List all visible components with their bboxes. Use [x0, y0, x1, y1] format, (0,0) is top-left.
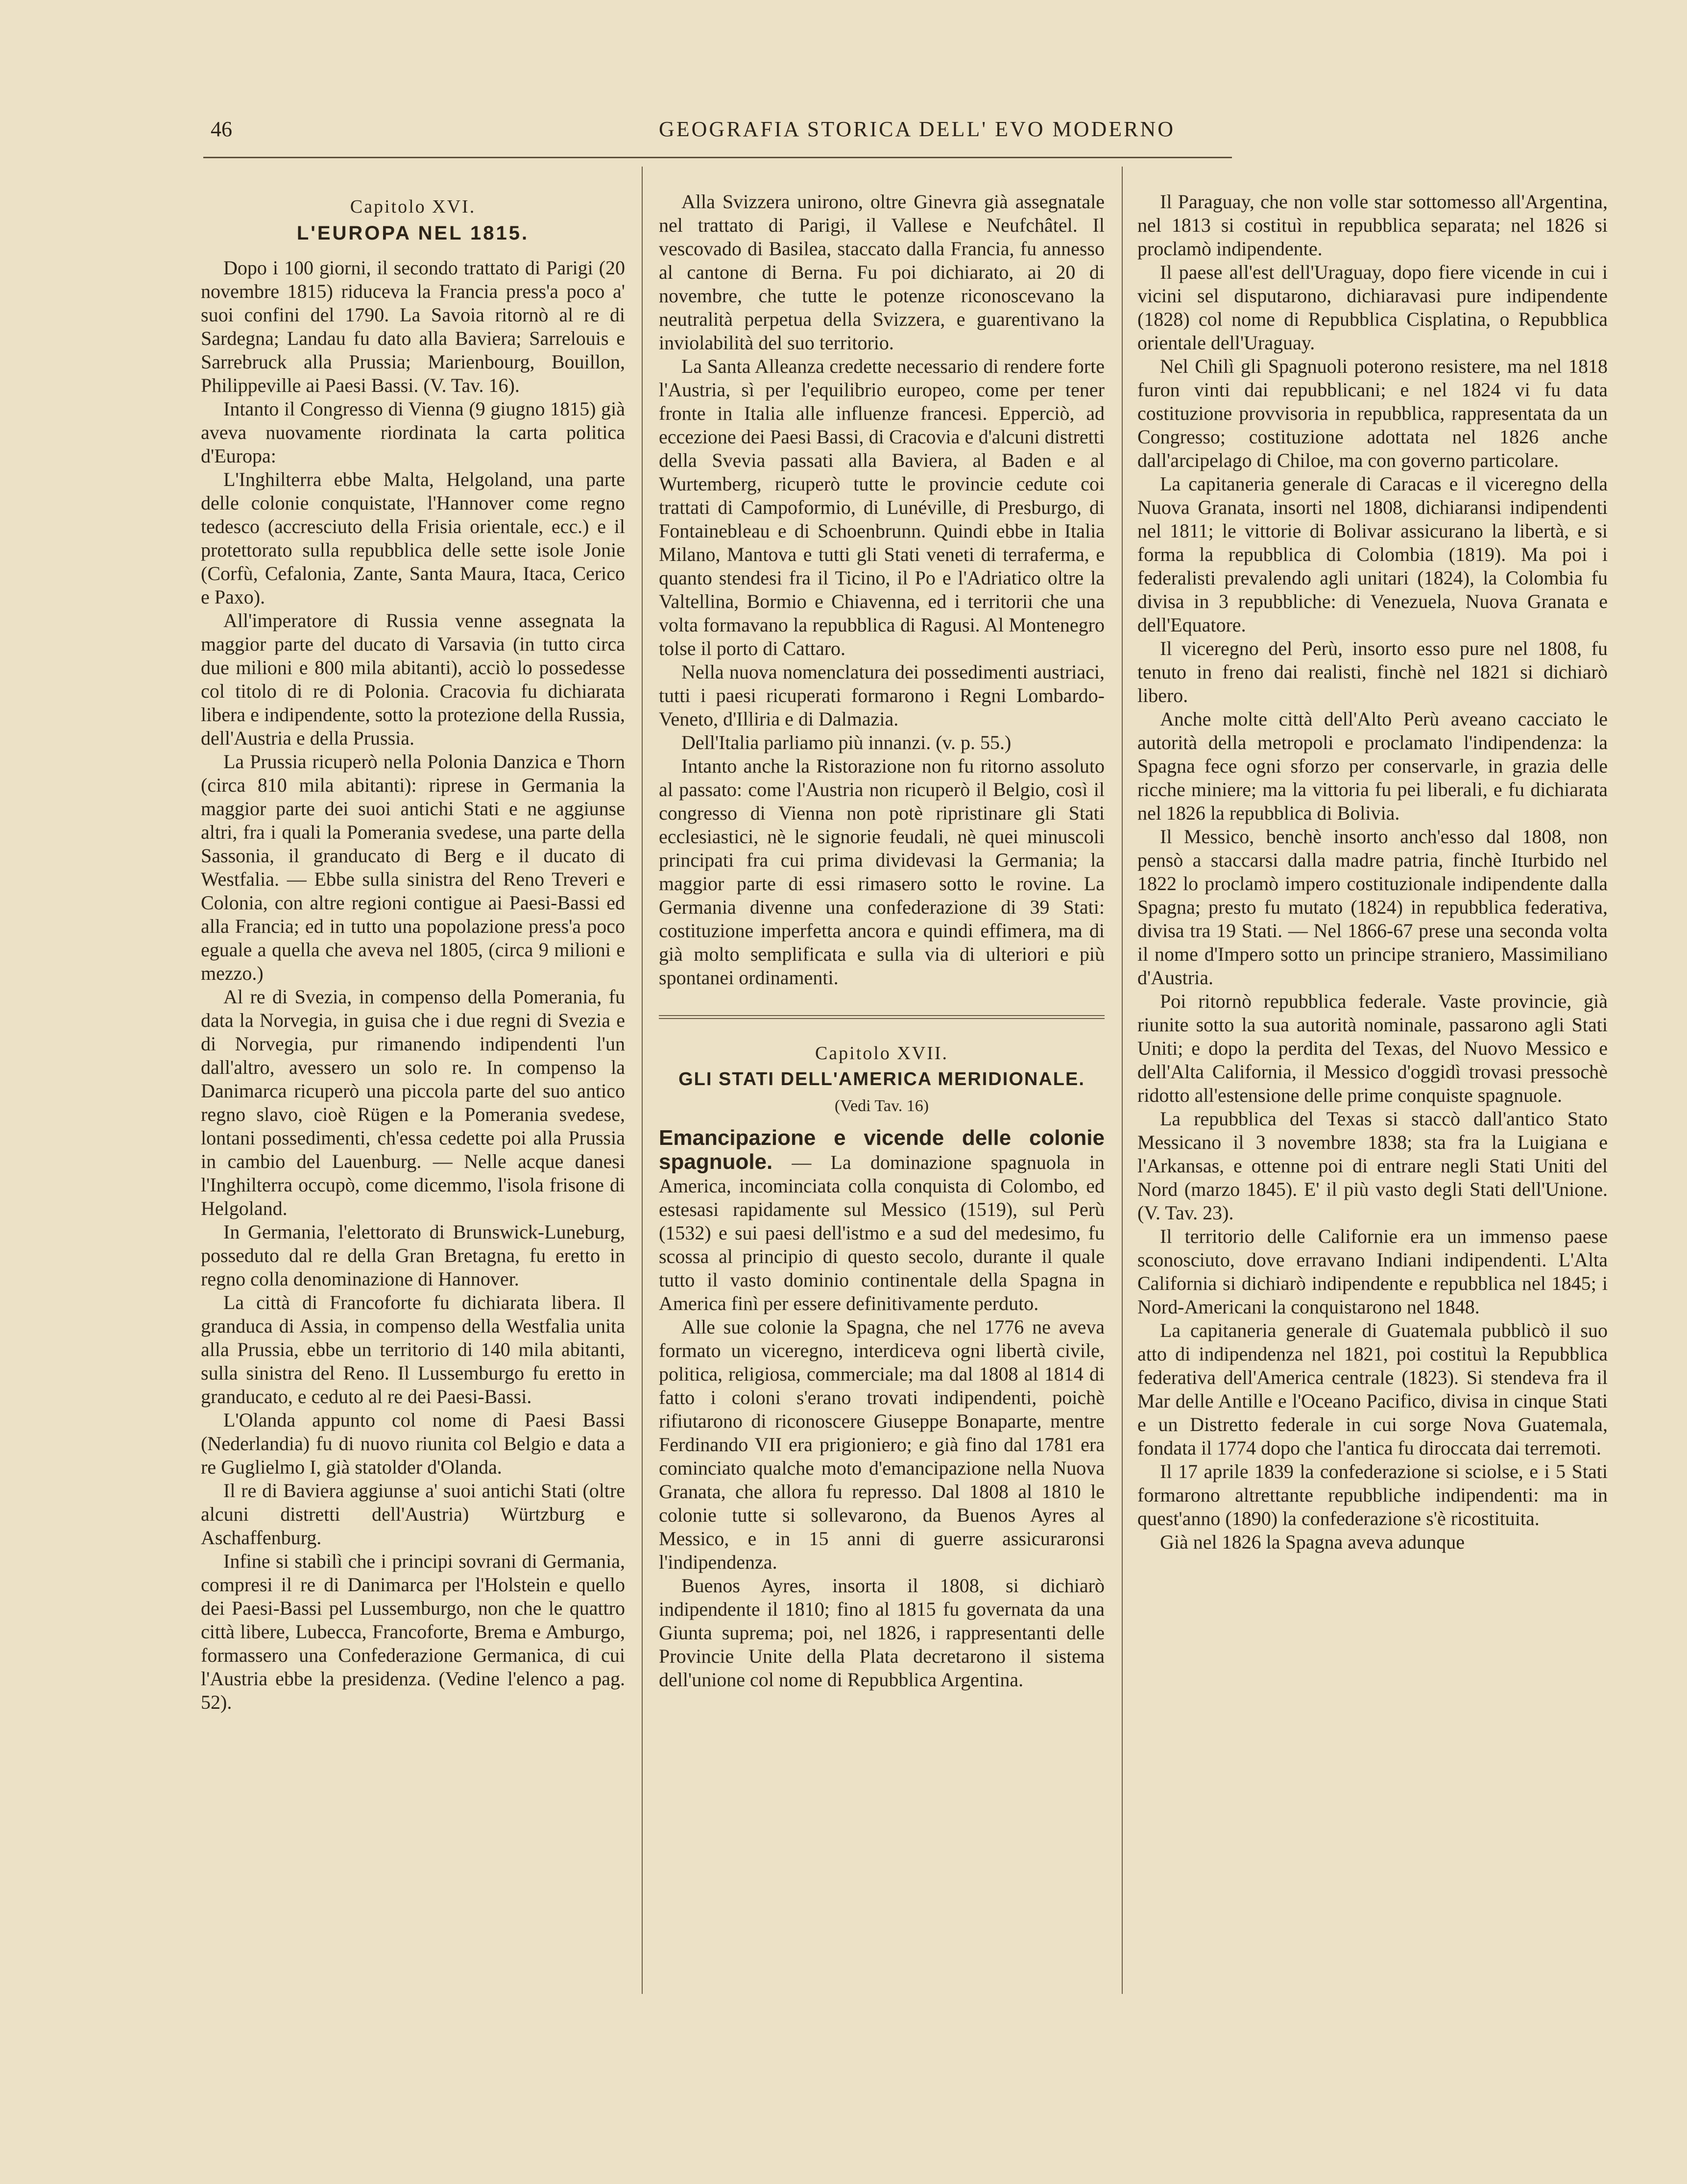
paragraph: Il Paraguay, che non volle star sottomesso all'Argentina, nel 1813 si costituì in repubblica separata; nel 1826 si proclamò indipendente.	[1137, 191, 1608, 260]
chapter-16-label: Capitolo XVI.	[350, 196, 476, 217]
page-number: 46	[211, 117, 232, 141]
paragraph: Buenos Ayres, insorta il 1808, si dichiarò indipendente il 1810; fino al 1815 fu governata da una Giunta suprema; poi, nel 1826, i rappresentanti delle Provincie Unite della Plata decretarono il sistema dell'unione col nome di Repubblica Argentina.	[659, 1575, 1105, 1691]
paragraph: All'imperatore di Russia venne assegnata la maggior parte del ducato di Varsavia (in tutto circa due milioni e 800 mila abitanti), acciò lo possedesse col titolo di re di Polonia. Cracovia fu dichiarata libera e indipendente, sotto la protezione della Russia, dell'Austria e della Prussia.	[201, 609, 625, 749]
paragraph: La città di Francoforte fu dichiarata libera. Il granduca di Assia, in compenso della Westfalia unita alla Prussia, ebbe un territorio di 140 mila abitanti, sulla sinistra del Reno. Il Lussemburgo fu eretto in granducato, e ceduto al re dei Paesi-Bassi.	[201, 1291, 625, 1407]
chapter-16-title: L'EUROPA NEL 1815.	[296, 222, 530, 244]
paragraph: Intanto il Congresso di Vienna (9 giugno 1815) già aveva nuovamente riordinata la carta politica d'Europa:	[201, 398, 625, 467]
paragraph: La Prussia ricuperò nella Polonia Danzica e Thorn (circa 810 mila abitanti): riprese in Germania la maggior parte dei suoi antichi Stati e ne aggiunse altri, fra i quali la Pomerania svedese, una parte della Sassonia, il granducato di Berg e il ducato di Westfalia. — Ebbe sulla sinistra del Reno Treveri e Colonia, con altre regioni contigue ai Paesi-Bassi ed alla Francia; ed in tutto una popolazione press'a poco eguale a quella che aveva nel 1805, (circa 9 milioni e mezzo.)	[201, 751, 625, 984]
paragraph: Il Messico, benchè insorto anch'esso dal 1808, non pensò a staccarsi dalla madre patria, finchè Iturbido nel 1822 lo proclamò impero costituzionale indipendente dalla Spagna; presto fu mutato (1824) in repubblica federativa, divisa tra 19 Stati. — Nel 1866-67 prese una seconda volta il nome d'Impero sotto un principe straniero, Massimiliano d'Austria.	[1137, 825, 1608, 989]
paragraph: Alle sue colonie la Spagna, che nel 1776 ne aveva formato un viceregno, interdiceva ogni libertà civile, politica, religiosa, commerciale; ma dal 1808 al 1814 di fatto i coloni s'erano trovati indipendenti, poichè rifiutarono di riconoscere Giuseppe Bonaparte, mentre Ferdinando VII era prigioniero; e già fino dal 1781 era cominciato qualche moto d'emancipazione nella Nuova Granata, che allora fu represso. Dal 1808 al 1810 le colonie tutte si sollevarono, da Buenos Ayres al Messico, e in 15 anni di guerre assicuraronsi l'indipendenza.	[659, 1316, 1105, 1573]
column-rule-left	[642, 167, 643, 1994]
paragraph: Già nel 1826 la Spagna aveva adunque	[1160, 1531, 1465, 1553]
paragraph: In Germania, l'elettorato di Brunswick-Luneburg, posseduto dal re della Gran Bretagna, fu eretto in regno colla denominazione di Hannover.	[201, 1221, 625, 1290]
chapter-17-subtitle: (Vedi Tav. 16)	[834, 1097, 929, 1115]
paragraph: Anche molte città dell'Alto Perù aveano cacciato le autorità della metropoli e proclamato l'indipendenza: la Spagna fece ogni sforzo per conservarle, in grazia delle ricche miniere; ma la vittoria fu pei liberali, e fu dichiarata nel 1826 la repubblica di Bolivia.	[1137, 708, 1608, 824]
paragraph: Dopo i 100 giorni, il secondo trattato di Parigi (20 novembre 1815) riduceva la Francia press'a poco a' suoi confini del 1790. La Savoia ritornò al re di Sardegna; Landau fu dato alla Baviera; Sarrelouis e Sarrebruck alla Prussia; Marienbourg, Bouillon, Philippeville ai Paesi Bassi. (V. Tav. 16).	[201, 257, 625, 396]
chapter-17-label: Capitolo XVII.	[815, 1043, 949, 1064]
paragraph	[659, 1126, 1105, 1315]
paragraph: Nella nuova nomenclatura dei possedimenti austriaci, tutti i paesi ricuperati formarono i Regni Lombardo-Veneto, d'Illiria e di Dalmazia.	[659, 661, 1105, 730]
paragraph: Al re di Svezia, in compenso della Pomerania, fu data la Norvegia, in guisa che i due regni di Svezia e di Norvegia, pur rimanendo indipendenti l'un dall'altro, avessero un solo re. In compenso la Danimarca ricuperò una piccola parte del suo antico regno slavo, cioè Rügen e la Pomerania svedese, lontani possedimenti, ch'essa cedette poi alla Prussia in cambio del Lauenburg. — Nelle acque danesi l'Inghilterra occupò, come dicemmo, l'isola frisone di Helgoland.	[201, 986, 625, 1219]
paragraph: La repubblica del Texas si staccò dall'antico Stato Messicano il 3 novembre 1838; sta fra la Luigiana e l'Arkansas, e ottenne poi di entrare negli Stati Uniti del Nord (marzo 1845). E' il più vasto degli Stati dell'Unione. (V. Tav. 23).	[1137, 1108, 1608, 1224]
paragraph: La capitaneria generale di Caracas e il viceregno della Nuova Granata, insorti nel 1808, dichiaransi indipendenti nel 1811; le vittorie di Bolivar assicurano la libertà, e si forma la repubblica di Colombia (1819). Ma poi i federalisti prevalendo agli unitari (1824), la Colombia fu divisa in 3 repubbliche: di Venezuela, Nuova Granata e dell'Equatore.	[1137, 473, 1608, 636]
paragraph: Intanto anche la Ristorazione non fu ritorno assoluto al passato: come l'Austria non ricuperò il Belgio, così il congresso di Vienna non potè ripristinare gli Stati ecclesiastici, nè le signorie feudali, nè quei minuscoli principati fra cui prima dividevasi la Germania; la maggior parte di essi rimasero sotto le rovine. La Germania divenne una confederazione di 39 Stati: costituzione imperfetta ancora e quindi effimera, ma di già molto semplificata e sulla via di ulteriori e più spontanei ordinamenti.	[659, 755, 1105, 989]
paragraph: La Santa Alleanza credette necessario di rendere forte l'Austria, sì per l'equilibrio europeo, come per tener fronte in Italia alle influenze francesi. Epperciò, ad eccezione dei Paesi Bassi, di Cracovia e d'alcuni distretti della Svevia passati alla Baviera, al Baden e al Wurtemberg, ricuperò tutte le provincie cedute coi trattati di Campoformio, di Lunéville, di Presburgo, di Fontainebleau e di Schoenbrunn. Quindi ebbe in Italia Milano, Mantova e tutti gli Stati veneti di terraferma, e quanto stendesi fra il Ticino, il Po e l'Adriatico oltre la Valtellina, Bormio e Chiavenna, ed i territorii che una volta formavano la repubblica di Ragusi. Al Montenegro tolse il porto di Cattaro.	[659, 355, 1105, 659]
column-1	[201, 190, 625, 1714]
paragraph: Infine si stabilì che i principi sovrani di Germania, compresi il re di Danimarca per l'Holstein e quello dei Paesi-Bassi pel Lussemburgo, non che le quattro città libere, Lubecca, Francoforte, Brema e Amburgo, formassero una Confederazione Germanica, di cui l'Austria ebbe la presidenza. (Vedine l'elenco a pag. 52).	[201, 1550, 625, 1713]
paragraph: Il paese all'est dell'Uraguay, dopo fiere vicende in cui i vicini sel disputarono, dichiaravasi pure indipendente (1828) col nome di Repubblica Cisplatina, o Repubblica orientale dell'Uraguay.	[1137, 261, 1608, 354]
paragraph: Dell'Italia parliamo più innanzi. (v. p. 55.)	[681, 731, 1012, 753]
section-intro: — La dominazione spagnuola in America, incominciata colla conquista di Colombo, ed estesasi rapidamente sul Messico (1519), sul Perù (1532) e sui paesi dell'istmo e a sud del medesimo, fu scossa al principio di questo secolo, durante il quale tutto il vasto dominio continentale della Spagna in America finì per essere definitivamente perduto.	[659, 1151, 1105, 1314]
paragraph: Nel Chilì gli Spagnuoli poterono resistere, ma nel 1818 furon vinti dai repubblicani; e nel 1824 vi fu data costituzione provvisoria in repubblica, rappresentata da un Congresso; costituzione adottata nel 1826 anche dall'arcipelago di Chiloe, ma con governo particolare.	[1137, 355, 1608, 471]
chapter-divider	[659, 1015, 1105, 1016]
paragraph: Alla Svizzera unirono, oltre Ginevra già assegnatale nel trattato di Parigi, il Vallese e Neufchâtel. Il vescovado di Basilea, staccato dalla Francia, fu annesso al cantone di Berna. Fu poi dichiarato, ai 20 di novembre, che tutte le potenze riconoscevano la neutralità perpetua della Svizzera, e guarentivano la inviolabilità del suo territorio.	[659, 191, 1105, 354]
paragraph: Il re di Baviera aggiunse a' suoi antichi Stati (oltre alcuni distretti dell'Austria) Würtzburg e Aschaffenburg.	[201, 1480, 625, 1549]
chapter-17-title: GLI STATI DELL'AMERICA MERIDIONALE.	[678, 1069, 1085, 1090]
column-3	[1137, 190, 1608, 1554]
paragraph: L'Inghilterra ebbe Malta, Helgoland, una parte delle colonie conquistate, l'Hannover come regno tedesco (accresciuto della Frisia orientale, ecc.) e il protettorato sulla repubblica delle sette isole Jonie (Corfù, Cefalonia, Zante, Santa Maura, Itaca, Cerico e Paxo).	[201, 468, 625, 608]
chapter-divider	[659, 1018, 1105, 1019]
paragraph: La capitaneria generale di Guatemala pubblicò il suo atto di indipendenza nel 1821, poi costituì la Repubblica federativa dell'America centrale (1823). Si stendeva fra il Mar delle Antille e l'Oceano Pacifico, divisa in cinque Stati e un Distretto federale in cui sorge Nova Guatemala, fondata il 1774 dopo che l'antica fu diroccata dai terremoti.	[1137, 1319, 1608, 1459]
section-title: Emancipazione e vicende delle colonie spagnuole.	[659, 1126, 1105, 1174]
paragraph: Il viceregno del Perù, insorto esso pure nel 1808, fu tenuto in freno dai realisti, finchè nel 1821 si dichiarò libero.	[1137, 637, 1608, 706]
column-2	[659, 190, 1105, 1692]
paragraph: Poi ritornò repubblica federale. Vaste provincie, già riunite sotto la sua autorità nominale, passarono agli Stati Uniti; e dopo la perdita del Texas, del Nuovo Messico e dell'Alta California, il Messico d'oggidì trovasi pressochè ridotto all'estensione delle prime conquiste spagnuole.	[1137, 990, 1608, 1106]
paragraph: Il territorio delle Californie era un immenso paese sconosciuto, dove erravano Indiani indipendenti. L'Alta California si dichiarò indipendente e repubblica nel 1845; i Nord-Americani la conquistarono nel 1848.	[1137, 1225, 1608, 1318]
paragraph: L'Olanda appunto col nome di Paesi Bassi (Nederlandia) fu di nuovo riunita col Belgio e data a re Guglielmo I, già statolder d'Olanda.	[201, 1409, 625, 1478]
paragraph: Il 17 aprile 1839 la confederazione si sciolse, e i 5 Stati formarono altrettante repubbliche indipendenti: ma in quest'anno (1890) la confederazione s'è ricostituita.	[1137, 1460, 1608, 1529]
header-rule	[203, 157, 1232, 158]
column-rule-right	[1122, 167, 1123, 1994]
running-title: GEOGRAFIA STORICA DELL' EVO MODERNO	[659, 117, 1176, 141]
